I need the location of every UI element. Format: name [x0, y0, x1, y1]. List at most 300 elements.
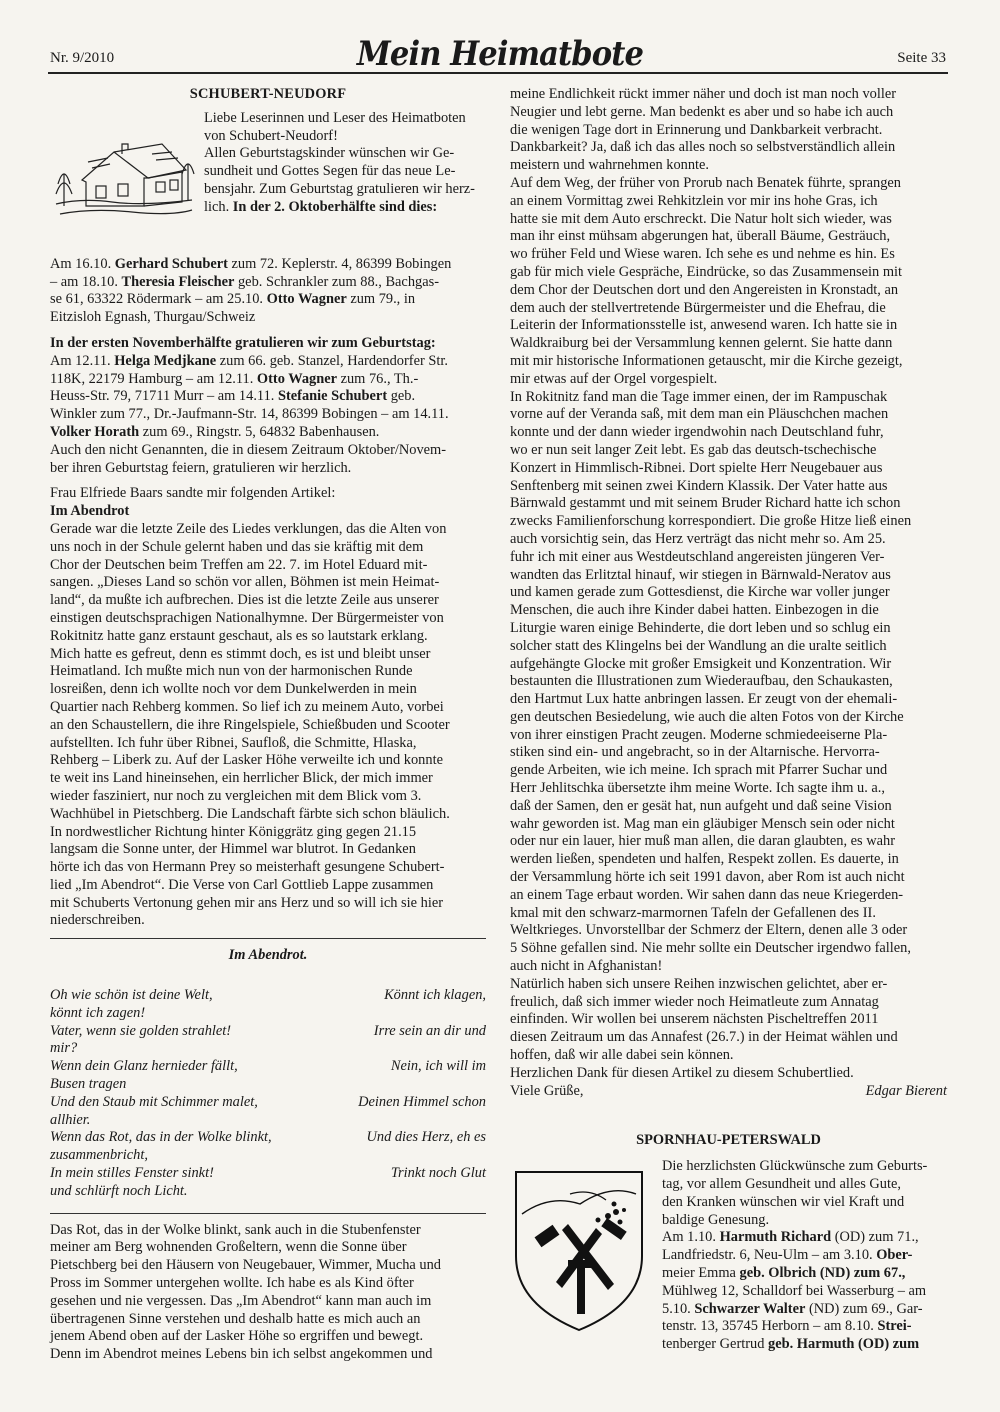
- issue-number: Nr. 9/2010: [50, 50, 115, 66]
- text-line: [510, 1047, 947, 1065]
- name-bold: Otto Wagner: [266, 291, 347, 308]
- text-line: [510, 335, 947, 353]
- november-heading-text: In der ersten Novemberhälfte gratulieren wir zum Geburtstag:: [50, 334, 436, 351]
- author-signature: Edgar Bierent: [865, 1082, 947, 1099]
- text-segment: Am 12.11.: [50, 352, 115, 369]
- text-segment: werden ließen, spendeten und halfen, Respekt zollen. Es dauerte, in: [510, 851, 899, 868]
- text-segment: den Kranken wünschen wir viel Kraft und: [662, 1193, 905, 1210]
- name-bold: geb. Olbrich (ND) zum 67.,: [735, 1265, 906, 1281]
- text-line: [662, 1212, 947, 1230]
- october-birthdays: [50, 256, 486, 327]
- poem-line-left: Und den Staub mit Schimmer malet,: [50, 1093, 258, 1110]
- text-segment: Auf dem Weg, der früher von Prorub nach Benatek führte, sprangen: [510, 174, 901, 191]
- text-segment: Leiterin der Informationsstelle ist, anwesend waren. Ich hatte sie in: [510, 317, 898, 334]
- text-line: [50, 388, 486, 406]
- text-segment: 5 Söhne gefallen sind. Nie mehr sollte ein Deutscher irgendwo fallen,: [510, 940, 911, 957]
- text-line: [50, 859, 486, 877]
- text-segment: kmal mit den schwarz-marmornen Tafeln der Gefallenen des II.: [510, 904, 876, 921]
- text-segment: von ihrer einstigen Pracht zeugen. Moderne schmiedeeiserne Pla-: [510, 726, 888, 743]
- poem: [50, 987, 486, 1201]
- text-segment: einstigen deutschsprachigen Nationalhymne. Der Bürgermeister von: [50, 609, 444, 626]
- poem-row: [50, 1147, 486, 1165]
- text-line: [50, 592, 486, 610]
- text-segment: den Hartmut Lux hatte anbringen lassen. Er zeugt von der ehemali-: [510, 691, 898, 708]
- text-segment: mit mir historische Informationen getauscht, mir die Kirche gezeigt,: [510, 352, 903, 369]
- poem-line-left: und schlürft noch Licht.: [50, 1182, 188, 1199]
- text-line: [50, 521, 486, 539]
- text-segment: Gerade war die letzte Zeile des Liedes verklungen, das die Alten von: [50, 520, 447, 537]
- section-title-spornhau-peterswald: SPORNHAU-PETERSWALD: [636, 1132, 821, 1149]
- text-segment: Denn im Abendrot meines Lebens bin ich selbst angekommen und: [50, 1346, 433, 1363]
- text-segment: mir etwas auf der Orgel vorgespielt.: [510, 370, 718, 387]
- text-line: [510, 157, 947, 175]
- text-line: [510, 905, 947, 923]
- name-bold: Schwarzer Walter: [694, 1300, 806, 1317]
- text-line: [50, 1239, 486, 1257]
- article-continuation: [510, 86, 947, 1083]
- text-segment: geb.: [387, 388, 416, 405]
- intro-last-bold: In der 2. Oktoberhälfte sind dies:: [232, 198, 438, 215]
- text-segment: meier Emma: [662, 1265, 736, 1281]
- text-segment: meiner am Berg wohnenden Großeltern, wenn die Sonne über: [50, 1239, 407, 1256]
- name-bold: Gerhard Schubert: [114, 255, 228, 272]
- poem-row: [50, 1005, 486, 1023]
- text-segment: wandten das Erlitztal hinauf, wir stiegen in Bärnwald-Neratov aus: [510, 566, 891, 583]
- text-line: [50, 442, 486, 460]
- text-segment: Weltkrieges. Unvorstellbar der Schmerz der Eltern, denen alle 3 oder: [510, 922, 908, 939]
- text-segment: Landfriedstr. 6, Neu-Ulm – am 3.10.: [662, 1247, 877, 1264]
- text-line: [510, 602, 947, 620]
- text-line: [50, 539, 486, 557]
- text-line: [50, 309, 486, 327]
- text-segment: land“, da mußte ich aufbrechen. Dies ist die letzte Zeile aus unserer: [50, 592, 439, 609]
- text-line: [50, 752, 486, 770]
- poem-line-left: allhier.: [50, 1111, 91, 1128]
- text-line: [510, 691, 947, 709]
- text-line: [50, 557, 486, 575]
- poem-row: [50, 1165, 486, 1183]
- text-segment: 118K, 22179 Hamburg – am 12.11.: [50, 370, 257, 387]
- text-segment: übertragenen Sinne verstehen und deshalb hatte es mich auch an: [50, 1310, 421, 1327]
- name-bold: Stefanie Schubert: [277, 388, 388, 405]
- after-poem-text: [50, 1222, 486, 1364]
- text-segment: Mich hatte es gefreut, denn es stimmt doch, es ist und bleibt unser: [50, 645, 431, 662]
- poem-line-left: zusammenbricht,: [50, 1147, 148, 1164]
- text-segment: uns noch in der Schule gelernt haben und das sie kräftig mit dem: [50, 538, 424, 555]
- text-line: [510, 139, 947, 157]
- text-line: [662, 1194, 947, 1212]
- intro-line-last: [204, 199, 486, 217]
- text-segment: In Rokitnitz fand man die Tage immer einen, der im Rampuschak: [510, 388, 888, 405]
- text-line: [510, 442, 947, 460]
- name-bold: Ober-: [876, 1247, 913, 1264]
- poem-row: [50, 1183, 486, 1201]
- text-line: [510, 727, 947, 745]
- intro-line: sundheit und Gottes Segen für das neue Le-: [204, 163, 456, 180]
- text-segment: Dankbarkeit? Ja, daß ich das alles noch so selbstverständlich allein: [510, 139, 896, 156]
- text-line: [50, 406, 486, 424]
- text-line: [50, 1257, 486, 1275]
- poem-row: [50, 987, 486, 1005]
- poem-line-right: Könnt ich klagen,: [384, 987, 486, 1004]
- name-bold: geb. Harmuth (OD) zum: [764, 1336, 920, 1353]
- text-line: [50, 770, 486, 788]
- text-line: [50, 1346, 486, 1364]
- text-line: [510, 513, 947, 531]
- text-segment: Konzert in Himmlisch-Ribnei. Dort spielte Herr Neugebauer aus: [510, 459, 883, 476]
- text-line: [510, 1011, 947, 1029]
- november-heading: [50, 335, 486, 353]
- poem-line-left: mir?: [50, 1040, 78, 1057]
- text-segment: gen deutschen Besiedelung, wie auch die alten Fotos von der Kirche: [510, 708, 904, 725]
- text-segment: vorne auf der Veranda saß, mit dem man ein Pläuschchen machen: [510, 406, 889, 423]
- text-segment: zwecks Familienforschung korrespondiert. Die große Hitze ließ einen: [510, 513, 912, 530]
- text-line: [510, 246, 947, 264]
- text-segment: tenberger Gertrud: [662, 1336, 765, 1353]
- text-line: [662, 1229, 947, 1247]
- intro-last-plain: lich.: [204, 198, 233, 215]
- spacer: [50, 477, 486, 485]
- text-line: [510, 175, 947, 193]
- text-segment: Pross im Sommer untergehen wollte. Ich habe es als Kind öfter: [50, 1275, 414, 1292]
- text-segment: Waldkraiburg bei der Versammlung kennen gelernt. Sie hatte dann: [510, 335, 893, 352]
- poem-row: [50, 1058, 486, 1076]
- poem-line-right: Irre sein an dir und: [373, 1022, 486, 1039]
- section-title-schubert-neudorf: SCHUBERT-NEUDORF: [189, 86, 347, 102]
- text-line: [510, 567, 947, 585]
- text-segment: und kamen gerade zum Gottesdienst, die Kirche war voller junger: [510, 584, 890, 601]
- poem-line-left: Vater, wenn sie golden strahlet!: [50, 1022, 232, 1039]
- masthead-title: Mein Heimatbote: [356, 34, 644, 74]
- text-line: [50, 574, 486, 592]
- text-segment: ber ihren Geburtstag feiern, gratulieren wir herzlich.: [50, 459, 352, 476]
- name-bold: Helga Medjkane: [114, 352, 217, 369]
- text-line: [50, 353, 486, 371]
- poem-line-left: Wenn dein Glanz hernieder fällt,: [50, 1058, 238, 1075]
- text-line: [50, 841, 486, 859]
- text-line: [662, 1247, 947, 1265]
- poem-line-left: Wenn das Rot, das in der Wolke blinkt,: [50, 1129, 272, 1146]
- poem-line-right: Und dies Herz, eh es: [366, 1129, 486, 1146]
- name-bold: Theresia Fleischer: [121, 273, 235, 290]
- text-segment: Quartier nach Rehberg kommen. So lief ich zu meinem Auto, vorbei: [50, 698, 444, 715]
- text-segment: 5.10.: [662, 1300, 695, 1317]
- text-segment: mit Schuberts Vertonung gehen mir ans Herz und so will ich sie hier: [50, 894, 444, 911]
- text-line: [50, 699, 486, 717]
- text-line: [510, 531, 947, 549]
- text-segment: Natürlich haben sich unsere Reihen inzwischen gelichtet, aber er-: [510, 975, 888, 992]
- text-line: [510, 584, 947, 602]
- text-segment: konnte und der dann wieder irgendwohin nach Deutschland fuhr,: [510, 424, 884, 441]
- text-segment: Menschen, die auch ihre Kinder dabei hatten. Einbezogen in die: [510, 602, 879, 619]
- text-line: [510, 620, 947, 638]
- left-column: [50, 86, 486, 1364]
- text-line: [510, 958, 947, 976]
- text-line: [50, 1222, 486, 1240]
- text-segment: Die herzlichsten Glückwünsche zum Geburts-: [662, 1158, 928, 1175]
- text-segment: Pietschberg bei den Häusern von Neugebauer, Wimmer, Mucha und: [50, 1257, 441, 1274]
- text-line: [50, 895, 486, 913]
- intro-line: Liebe Leserinnen und Leser des Heimatboten: [204, 109, 466, 126]
- text-line: [50, 291, 486, 309]
- house-illustration-icon: [52, 134, 196, 230]
- spornhau-block: [510, 1158, 947, 1354]
- text-segment: einfinden. Wir wollen bei unserem nächsten Pischeltreffen 2011: [510, 1011, 879, 1028]
- text-segment: diesen Zeitraum um das Annafest (26.7.) in der Heimat wählen und: [510, 1029, 898, 1046]
- text-line: [662, 1265, 947, 1283]
- text-segment: gende Arbeiten, wie ich meine. Ich sprach mit Pfarrer Suchar und: [510, 762, 888, 779]
- text-line: [510, 460, 947, 478]
- text-line: [510, 744, 947, 762]
- spacer: [50, 327, 486, 335]
- poem-bottom-rule: [50, 1213, 486, 1214]
- text-segment: jenem Abend oben auf der Lasker Höhe so ergriffen und bewegt.: [50, 1328, 424, 1345]
- poem-row: [50, 1076, 486, 1094]
- text-segment: der Versammlung hörte ich seit 1991 davon, aber Rom ist auch nicht: [510, 869, 905, 886]
- text-line: [662, 1318, 947, 1336]
- intro-line: bensjahr. Zum Geburtstag gratulieren wir herz-: [204, 180, 475, 197]
- text-line: [510, 673, 947, 691]
- text-line: [50, 424, 486, 442]
- text-segment: an einem Tage erbaut worden. Wir sahen dann das neue Kriegerden-: [510, 886, 904, 903]
- text-line: [510, 887, 947, 905]
- text-segment: dem auch der stellvertretende Bürgermeister und die Ehefrau, die: [510, 299, 886, 316]
- text-line: [510, 211, 947, 229]
- poem-line-right: Trinkt noch Glut: [390, 1165, 486, 1182]
- text-segment: hatte sie mit dem Auto erschreckt. Die Natur holt sich wieder, was: [510, 210, 892, 227]
- text-line: [50, 663, 486, 681]
- intro-line: von Schubert-Neudorf!: [204, 127, 338, 144]
- text-line: [50, 460, 486, 478]
- text-segment: bestaunten die Illustrationen zum Wiederaufbau, den Schaukasten,: [510, 673, 893, 690]
- text-line: [510, 833, 947, 851]
- text-line: [510, 1065, 947, 1083]
- article-title-text: Im Abendrot: [50, 503, 130, 520]
- text-line: [510, 940, 947, 958]
- text-segment: solcher statt des Klingelns bei der Wandlung an die uralte seitlich: [510, 637, 887, 654]
- signature-row: [510, 1083, 947, 1101]
- text-line: [50, 256, 486, 274]
- text-line: [50, 735, 486, 753]
- text-line: [50, 806, 486, 824]
- text-segment: zum 76., Th.-: [337, 370, 419, 387]
- text-segment: Heuss-Str. 79, 71711 Murr – am 14.11.: [50, 388, 278, 405]
- text-segment: Winkler zum 77., Dr.-Jaufmann-Str. 14, 86399 Bobingen – am 14.11.: [50, 406, 449, 423]
- text-segment: In nordwestlicher Richtung hinter Königgrätz ging gegen 21.15: [50, 823, 417, 840]
- text-line: [510, 353, 947, 371]
- text-line: [510, 656, 947, 674]
- greeting: Viele Grüße,: [510, 1082, 584, 1099]
- text-line: [510, 122, 947, 140]
- poem-row: [50, 1112, 486, 1130]
- text-line: [50, 877, 486, 895]
- text-segment: geb. Schrankler zum 88., Bachgas-: [234, 273, 439, 290]
- text-segment: meistern und wahrnehmen konnte.: [510, 157, 710, 174]
- not-named-note: [50, 442, 486, 478]
- poem-line-right: Nein, ich will im: [390, 1058, 486, 1075]
- name-bold: Otto Wagner: [256, 370, 337, 387]
- text-line: [662, 1283, 947, 1301]
- text-segment: wo er nun seit langer Zeit lebt. Es gab das deutsch-tschechische: [510, 441, 877, 458]
- poem-line-left: Oh wie schön ist deine Welt,: [50, 987, 213, 1004]
- text-line: [510, 851, 947, 869]
- text-segment: zum 69., Ringstr. 5, 64832 Babenhausen.: [139, 423, 380, 440]
- text-segment: Liturgie waren einige Behinderte, die dort leben und so schlug ein: [510, 619, 891, 636]
- text-line: [510, 816, 947, 834]
- text-segment: langsam die Sonne unter, der Himmel war blutrot. In Gedanken: [50, 841, 416, 858]
- text-segment: Eitzisloh Egnash, Thurgau/Schweiz: [50, 309, 256, 326]
- text-segment: man ihr einst mühsam abgerungen hat, überall Bäume, Gesträuch,: [510, 228, 891, 245]
- text-segment: freulich, daß sich immer wieder noch Heimatleute zum Annatag: [510, 993, 879, 1010]
- text-segment: meine Endlichkeit rückt immer näher und doch ist man noch voller: [510, 86, 897, 102]
- text-line: [510, 994, 947, 1012]
- text-line: [50, 1311, 486, 1329]
- text-segment: Heimatland. Ich mußte mich nun von der harmonischen Runde: [50, 663, 413, 680]
- poem-line-left: In mein stilles Fenster sinkt!: [50, 1165, 214, 1182]
- text-segment: Das Rot, das in der Wolke blinkt, sank auch in die Stubenfenster: [50, 1221, 421, 1238]
- text-line: [510, 638, 947, 656]
- text-segment: fuhr ich mit einer aus Westdeutschland angereisten jüngeren Ver-: [510, 548, 885, 565]
- text-line: [50, 1275, 486, 1293]
- text-line: [510, 371, 947, 389]
- article-title: [50, 503, 486, 521]
- text-segment: Auch den nicht Genannten, die in diesem Zeitraum Oktober/Novem-: [50, 441, 447, 458]
- spornhau-text: [662, 1158, 947, 1354]
- page-number: Seite 33: [897, 50, 946, 66]
- text-segment: se 61, 63322 Rödermark – am 25.10.: [50, 291, 267, 308]
- intro-line: Allen Geburtstagskinder wünschen wir Ge-: [204, 145, 455, 162]
- text-segment: oder nur ein lauer, hier muß man allen, die daran glaubten, es wahr: [510, 833, 896, 850]
- name-bold: Strei-: [877, 1318, 912, 1335]
- text-line: [50, 610, 486, 628]
- text-line: [50, 274, 486, 292]
- text-line: [510, 869, 947, 887]
- text-line: [50, 717, 486, 735]
- text-segment: te weit ins Land hineinsehen, ein herrlicher Blick, der mich immer: [50, 770, 433, 787]
- text-line: [510, 389, 947, 407]
- text-segment: tag, vor allem Gesundheit und alles Gute,: [662, 1176, 901, 1193]
- text-segment: losreißen, denn ich wollte noch vor dem Dunkelwerden in mein: [50, 681, 417, 698]
- text-line: [510, 424, 947, 442]
- text-segment: (OD) zum 71.,: [831, 1229, 919, 1246]
- text-line: [50, 1328, 486, 1346]
- text-segment: lied „Im Abendrot“. Die Verse von Carl Gottlieb Lappe zusammen: [50, 876, 434, 893]
- text-line: [510, 495, 947, 513]
- text-line: [510, 86, 947, 104]
- text-segment: wieder fasziniert, nur noch zu vergleichen mit dem Blick vom 3.: [50, 787, 422, 804]
- text-segment: wahr geworden ist. Mag man ein gläubiger Mensch sein oder nicht: [510, 815, 895, 832]
- poem-line-right: Deinen Himmel schon: [358, 1093, 486, 1110]
- text-segment: Herr Jehlitschka übersetzte ihm meine Worte. Ich sagte ihm u. a.,: [510, 780, 886, 797]
- text-segment: zum 72. Keplerstr. 4, 86399 Bobingen: [227, 255, 452, 272]
- text-line: [510, 549, 947, 567]
- text-segment: niederschreiben.: [50, 912, 145, 929]
- text-line: [50, 824, 486, 842]
- text-line: [50, 912, 486, 930]
- name-bold: Harmuth Richard: [719, 1229, 832, 1246]
- text-segment: aufstellten. Ich fuhr über Ribnei, Saufloß, die Schmitte, Hlaska,: [50, 734, 417, 751]
- text-segment: auch vorsichtig sein, das Herz verträgt das nicht mehr so. Am 25.: [510, 530, 886, 547]
- text-segment: (ND) zum 69., Gar-: [805, 1300, 923, 1317]
- text-line: [50, 371, 486, 389]
- text-segment: aufgehängte Glocke mit großer Emsigkeit und Konzentration. Wir: [510, 655, 892, 672]
- text-line: [510, 762, 947, 780]
- text-segment: gab für mich viele Gespräche, Eindrücke, so das Zusammensein mit: [510, 263, 903, 280]
- text-line: [662, 1176, 947, 1194]
- text-segment: dem Chor der Deutschen dort und den Angereisten in Kronstadt, an: [510, 281, 899, 298]
- coat-of-arms-icon: [510, 1164, 648, 1334]
- text-line: [510, 976, 947, 994]
- text-line: [510, 922, 947, 940]
- text-segment: Neugier und lebt gerne. Man bedenkt es aber und so habe ich auch: [510, 103, 894, 120]
- text-segment: Herzlichen Dank für diesen Artikel zu diesem Schubertlied.: [510, 1064, 854, 1081]
- text-segment: Bärnwald gestammt und mit seinem Bruder Richard hatte ich schon: [510, 495, 901, 512]
- text-line: [510, 104, 947, 122]
- text-line: [662, 1336, 947, 1354]
- text-segment: an einem Vormittag zwei Rehkitzlein vor mir ins hohe Gras, ich: [510, 192, 878, 209]
- poem-line-left: könnt ich zagen!: [50, 1004, 146, 1021]
- text-line: [510, 282, 947, 300]
- november-birthdays: [50, 353, 486, 442]
- text-line: [662, 1301, 947, 1319]
- text-segment: zum 66. geb. Stanzel, Hardendorfer Str.: [216, 352, 448, 369]
- text-line: [510, 798, 947, 816]
- header-rule: [48, 72, 948, 74]
- article-body: [50, 521, 486, 930]
- text-segment: die wenigen Tage dort in Erinnerung und Dankbarkeit verbracht.: [510, 121, 883, 138]
- poem-row: [50, 1094, 486, 1112]
- text-segment: Am 1.10.: [662, 1229, 720, 1246]
- intro-text: [204, 110, 486, 217]
- text-line: [50, 788, 486, 806]
- name-bold: Volker Horath: [50, 423, 140, 440]
- poem-row: [50, 1129, 486, 1147]
- right-column: [510, 86, 947, 1354]
- text-segment: Senftenberg mit seinen zwei Kindern Klassik. Der Vater hatte aus: [510, 477, 888, 494]
- intro-block: [50, 110, 486, 256]
- text-segment: sangen. „Dieses Land so schön vor allen, Böhmen ist mein Heimat-: [50, 574, 440, 591]
- text-segment: Am 16.10.: [50, 255, 115, 272]
- text-segment: wo früher Feld und Wiese waren. Ich sehe es und nehme es hin. Es: [510, 246, 895, 263]
- text-line: [50, 628, 486, 646]
- text-segment: hörte ich das von Hermann Prey so meisterhaft gesungene Schubert-: [50, 859, 445, 876]
- text-segment: Rokitnitz hatte ganz erstaunt geschaut, als es so lautstark erklang.: [50, 627, 428, 644]
- text-line: [510, 228, 947, 246]
- poem-row: [50, 1023, 486, 1041]
- text-line: [510, 300, 947, 318]
- text-line: [510, 406, 947, 424]
- poem-top-rule: [50, 938, 486, 939]
- text-segment: baldige Genesung.: [662, 1211, 770, 1228]
- text-line: [510, 709, 947, 727]
- text-line: [510, 1029, 947, 1047]
- text-segment: Rehberg – Liberk zu. Auf der Lasker Höhe verweilte ich und konnte: [50, 752, 443, 769]
- text-segment: Wachhübel in Pietschberg. Die Landschaft färbte sich schon bläulich.: [50, 805, 450, 822]
- text-segment: – am 18.10.: [50, 273, 122, 290]
- text-line: [50, 681, 486, 699]
- text-segment: hoffen, daß wir alle dabei sein können.: [510, 1047, 734, 1064]
- text-segment: gesehen und nie vergessen. Das „Im Abendrot“ kann man auch im: [50, 1292, 432, 1309]
- text-line: [510, 264, 947, 282]
- text-line: [510, 780, 947, 798]
- text-line: [510, 193, 947, 211]
- text-line: [50, 646, 486, 664]
- text-segment: tenstr. 13, 35745 Herborn – am 8.10.: [662, 1318, 878, 1335]
- text-line: [510, 317, 947, 335]
- text-segment: Chor der Deutschen beim Treffen am 22. 7. im Hotel Eduard mit-: [50, 556, 428, 573]
- poem-line-left: Busen tragen: [50, 1076, 127, 1093]
- poem-row: [50, 1040, 486, 1058]
